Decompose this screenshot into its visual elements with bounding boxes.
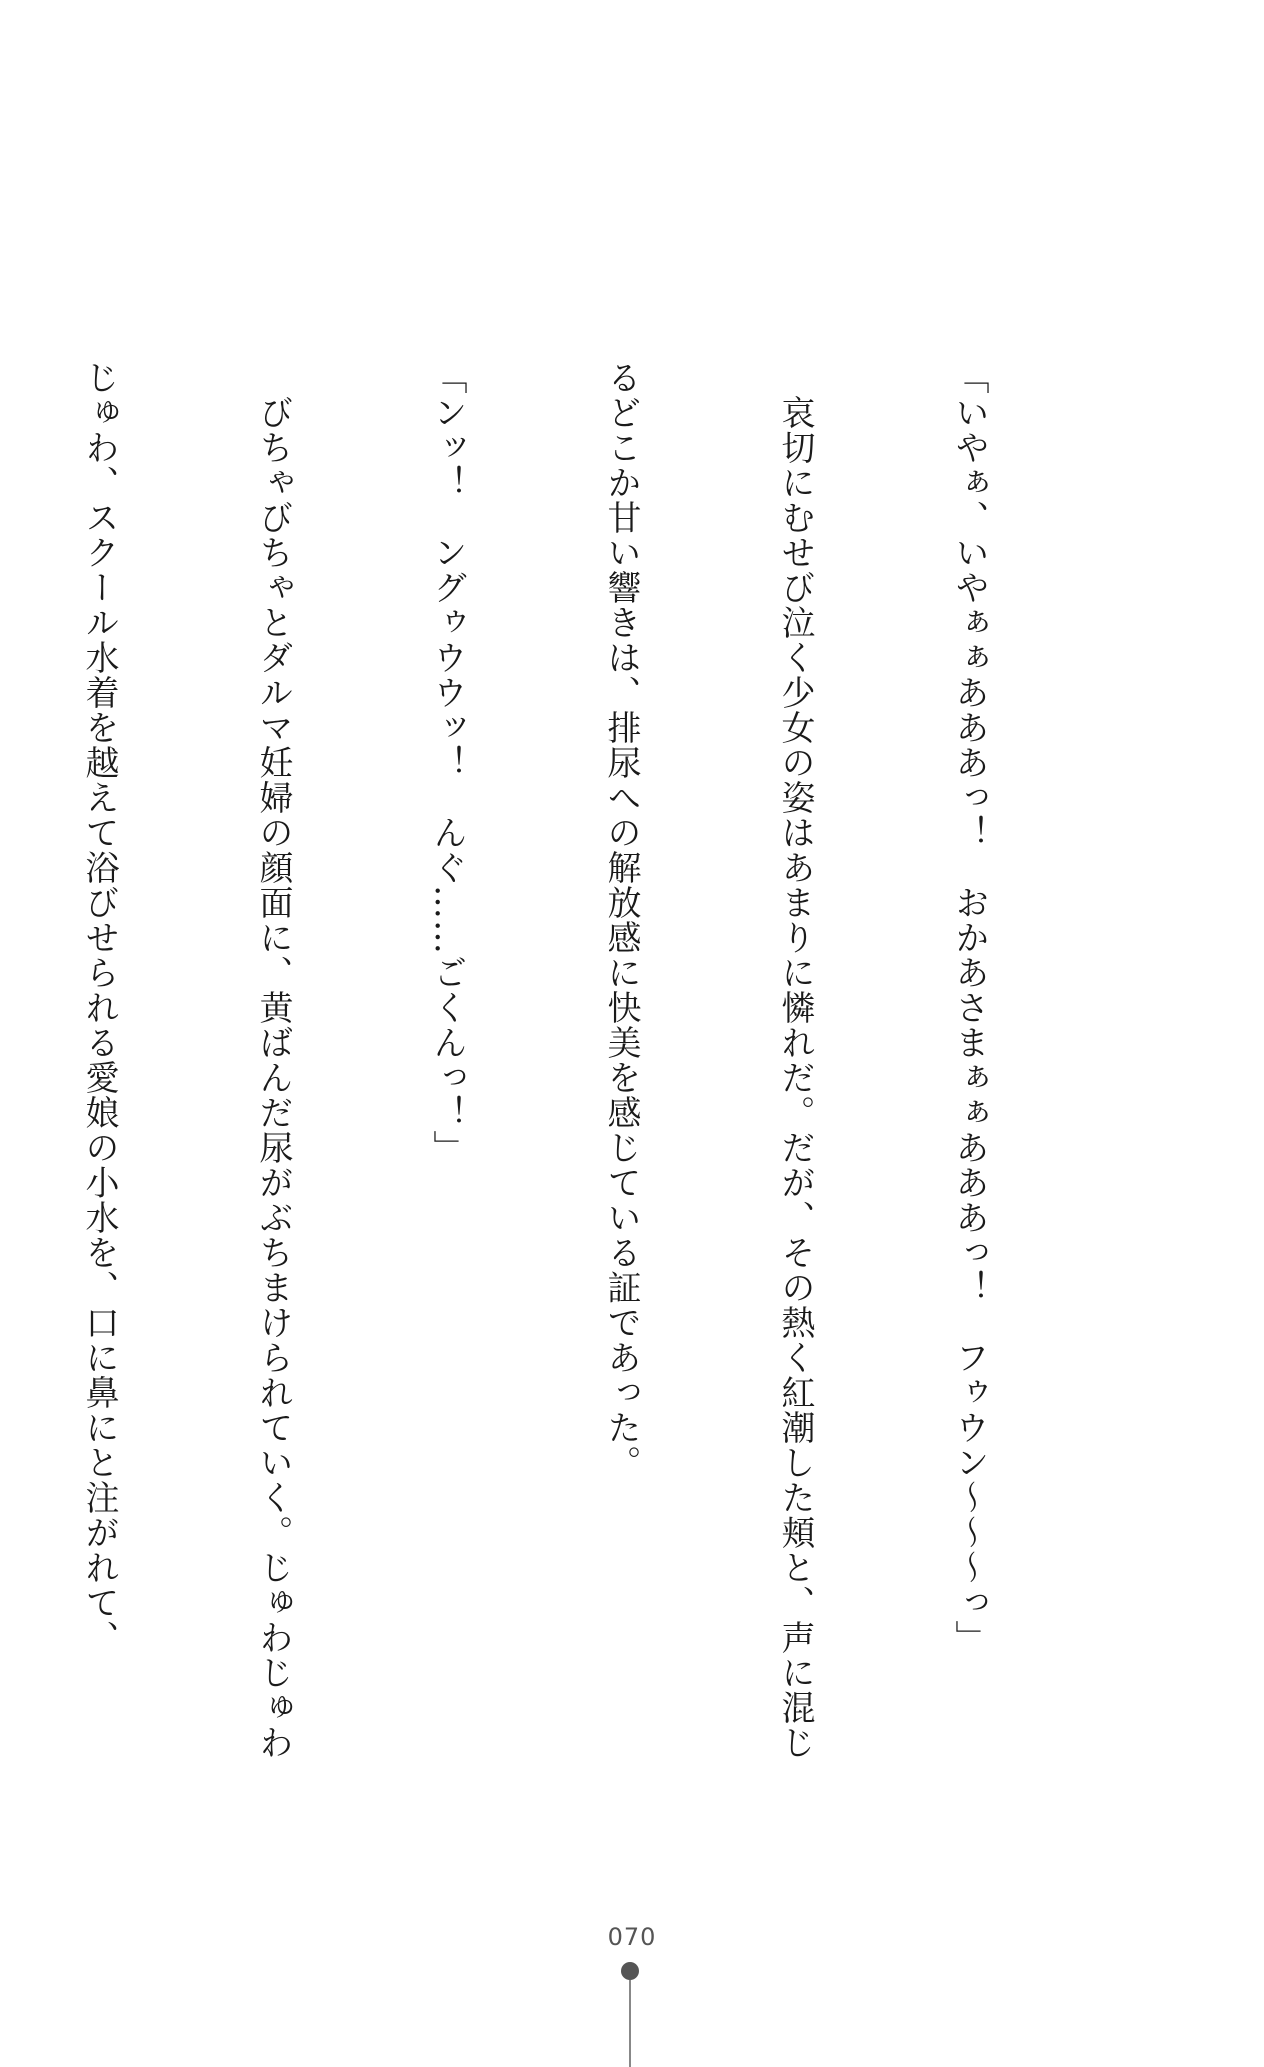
text-line: るどこか甘い響きは、排尿への解放感に快美を感じている証であった。	[601, 360, 641, 1480]
text-line: びちゃびちゃとダルマ妊婦の顔面に、黄ばんだ尿がぶちまけられていく。じゅわじゅわ	[253, 360, 293, 1760]
text-line: 「ンッ！ ングゥウウッ！ んぐ……ごくんっ！」	[427, 360, 467, 1165]
text-line: 「いやぁ、いやぁぁあああっ！ おかあさまぁぁあああっ！ フゥウン〜〜〜っ」	[949, 360, 989, 1655]
text-line: じゅわ、スクール水着を越えて浴びせられる愛娘の小水を、口に鼻にと注がれて、	[79, 360, 119, 1655]
page-number: 070	[607, 1923, 657, 1951]
page-marker-rule	[629, 1980, 631, 2067]
body-text	[0, 360, 1114, 1760]
text-line: 哀切にむせび泣く少女の姿はあまりに憐れだ。だが、その熱く紅潮した頬と、声に混じ	[775, 360, 815, 1760]
page-marker-dot	[621, 1962, 639, 1980]
